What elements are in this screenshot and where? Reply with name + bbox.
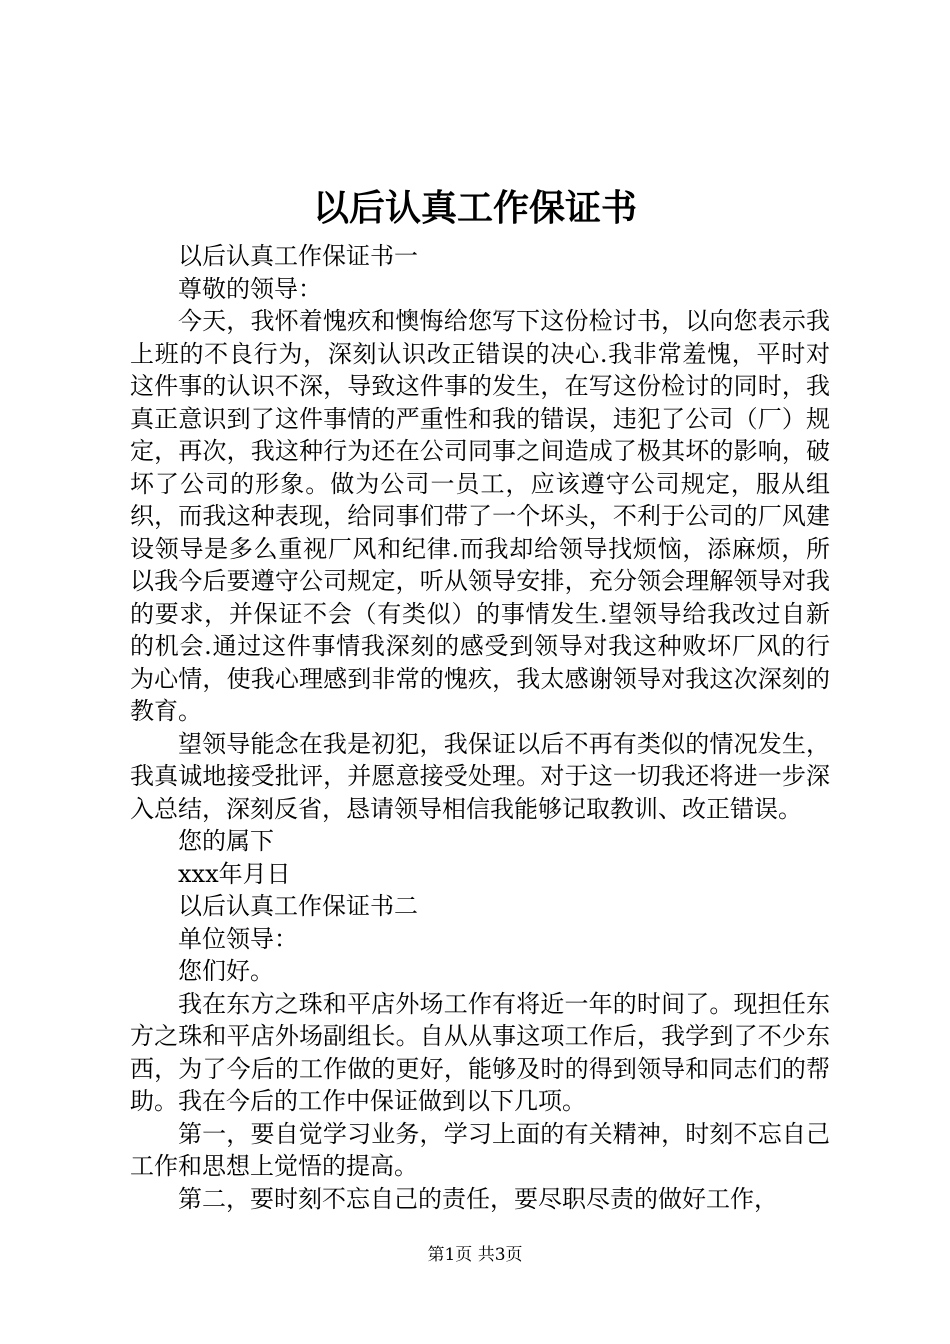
closing-signature: 您的属下	[178, 827, 274, 855]
greeting: 您们好。	[178, 957, 274, 985]
body-paragraph: 第一，要自觉学习业务，学习上面的有关精神，时刻不忘自己工作和思想上觉悟的提高。	[130, 1119, 830, 1180]
body-paragraph: 我在东方之珠和平店外场工作有将近一年的时间了。现担任东方之珠和平店外场副组长。自从从事这项工作后，我学到了不少东西，为了今后的工作做的更好，能够及时的得到领导和同志们的帮助。我在今后的工作中保证做到以下几项。	[130, 989, 830, 1115]
section-heading-1: 以后认真工作保证书一	[178, 242, 418, 270]
body-paragraph: 望领导能念在我是初犯，我保证以后不再有类似的情况发生，我真诚地接受批评，并愿意接受处理。对于这一切我还将进一步深入总结，深刻反省，恳请领导相信我能够记取教训、改正错误。	[130, 729, 830, 823]
body-paragraph: 第二，要时刻不忘自己的责任，要尽职尽责的做好工作，	[178, 1184, 778, 1213]
salutation-2: 单位领导：	[178, 924, 298, 953]
page-footer: 第1页 共3页	[427, 1245, 523, 1265]
document-title: 以后认真工作保证书	[312, 187, 637, 229]
document-body	[130, 240, 830, 1215]
body-paragraph: 今天，我怀着愧疚和懊悔给您写下这份检讨书，以向您表示我上班的不良行为，深刻认识改正错误的决心.我非常羞愧，平时对这件事的认识不深，导致这件事的发生，在写这份检讨的同时，我真正意识到了这件事情的严重性和我的错误，违犯了公司（厂）规定，再次，我这种行为还在公司同事之间造成了极其坏的影响，破坏了公司的形象。做为公司一员工，应该遵守公司规定，服从组织，而我这种表现，给同事们带了一个坏头，不利于公司的厂风建设领导是多么重视厂风和纪律.而我却给领导找烦恼，添麻烦，所以我今后要遵守公司规定，听从领导安排，充分领会理解领导对我的要求，并保证不会（有类似）的事情发生.望领导给我改过自新的机会.通过这件事情我深刻的感受到领导对我这种败坏厂风的行为心情，使我心理感到非常的愧疚，我太感谢领导对我这次深刻的教育。	[130, 307, 830, 725]
closing-date: xxx年月日	[178, 859, 291, 888]
section-heading-2: 以后认真工作保证书二	[178, 892, 418, 920]
salutation-1: 尊敬的领导：	[178, 274, 322, 303]
